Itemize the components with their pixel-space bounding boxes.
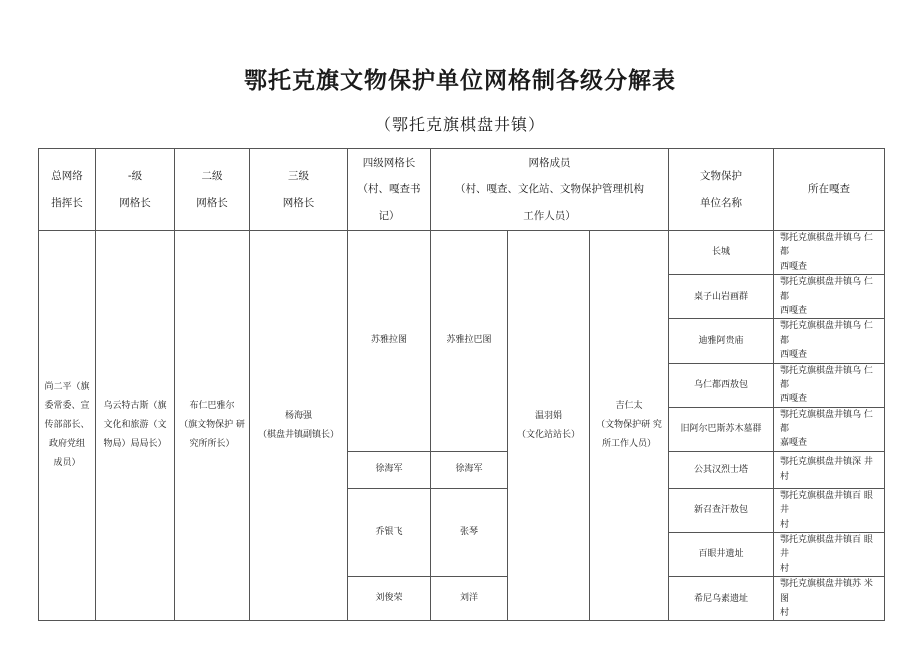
chief-cell: 尚二平（旗 委常委、宣 传部部长、 政府党组 成员） bbox=[39, 231, 96, 621]
member-cell: 张琴 bbox=[431, 488, 508, 576]
level3-cell: 杨海强 （棋盘井镇副镇长） bbox=[250, 231, 348, 621]
site-name: 旧阿尔巴斯苏木墓群 bbox=[669, 407, 774, 451]
site-name: 迪雅阿贵庙 bbox=[669, 319, 774, 363]
header-chief: 总网络 指挥长 bbox=[39, 149, 96, 231]
header-level3: 三级 网格长 bbox=[250, 149, 348, 231]
grid-breakdown-table bbox=[38, 148, 885, 621]
site-name: 长城 bbox=[669, 231, 774, 275]
header-site-name: 文物保护 单位名称 bbox=[669, 149, 774, 231]
site-location: 鄂托克旗棋盘井镇百 眼井 村 bbox=[774, 533, 885, 577]
site-location: 鄂托克旗棋盘井镇百 眼井 村 bbox=[774, 488, 885, 532]
level4-cell: 徐海军 bbox=[348, 451, 431, 488]
site-name: 新召查汗敖包 bbox=[669, 488, 774, 532]
level4-cell: 苏雅拉图 bbox=[348, 231, 431, 452]
document-title: 鄂托克旗文物保护单位网格制各级分解表 bbox=[244, 68, 676, 94]
document-subtitle: （鄂托克旗棋盘井镇） bbox=[374, 115, 545, 134]
site-name: 希尼乌素遗址 bbox=[669, 577, 774, 621]
site-location: 鄂托克旗棋盘井镇乌 仁都 西嘎查 bbox=[774, 231, 885, 275]
header-level4: 四级网格长 （村、嘎查书 记） bbox=[348, 149, 431, 231]
header-level2: 二级 网格长 bbox=[175, 149, 250, 231]
site-location: 鄂托克旗棋盘井镇乌 仁都 嘉嘎查 bbox=[774, 407, 885, 451]
site-name: 乌仁都西敖包 bbox=[669, 363, 774, 407]
station-cell: 温羽娟 （文化站站长） bbox=[508, 231, 590, 621]
site-location: 鄂托克旗棋盘井镇深 井村 bbox=[774, 451, 885, 488]
site-name: 公其汉烈士塔 bbox=[669, 451, 774, 488]
institute-cell: 吉仁太 （文物保护研 究 所工作人员） bbox=[590, 231, 669, 621]
site-location: 鄂托克旗棋盘井镇乌 仁都 西嘎查 bbox=[774, 275, 885, 319]
site-location: 鄂托克旗棋盘井镇苏 米图 村 bbox=[774, 577, 885, 621]
member-cell: 苏雅拉巴图 bbox=[431, 231, 508, 452]
site-location: 鄂托克旗棋盘井镇乌 仁都 西嘎查 bbox=[774, 319, 885, 363]
site-location: 鄂托克旗棋盘井镇乌 仁都 西嘎查 bbox=[774, 363, 885, 407]
member-cell: 徐海军 bbox=[431, 451, 508, 488]
level2-cell: 布仁巴雅尔 （旗文物保护 研 究所所长） bbox=[175, 231, 250, 621]
header-level1: -级 网格长 bbox=[96, 149, 175, 231]
level4-cell: 乔银飞 bbox=[348, 488, 431, 576]
site-name: 桌子山岩画群 bbox=[669, 275, 774, 319]
header-location: 所在嘎查 bbox=[774, 149, 885, 231]
site-name: 百眼井遗址 bbox=[669, 533, 774, 577]
member-cell: 刘洋 bbox=[431, 577, 508, 621]
header-members: 网格成员 （村、嘎查、文化站、文物保护管理机构 工作人员） bbox=[431, 149, 669, 231]
level1-cell: 乌云特古斯（旗 文化和旅游（文 物局）局局长） bbox=[96, 231, 175, 621]
level4-cell: 刘俊荣 bbox=[348, 577, 431, 621]
